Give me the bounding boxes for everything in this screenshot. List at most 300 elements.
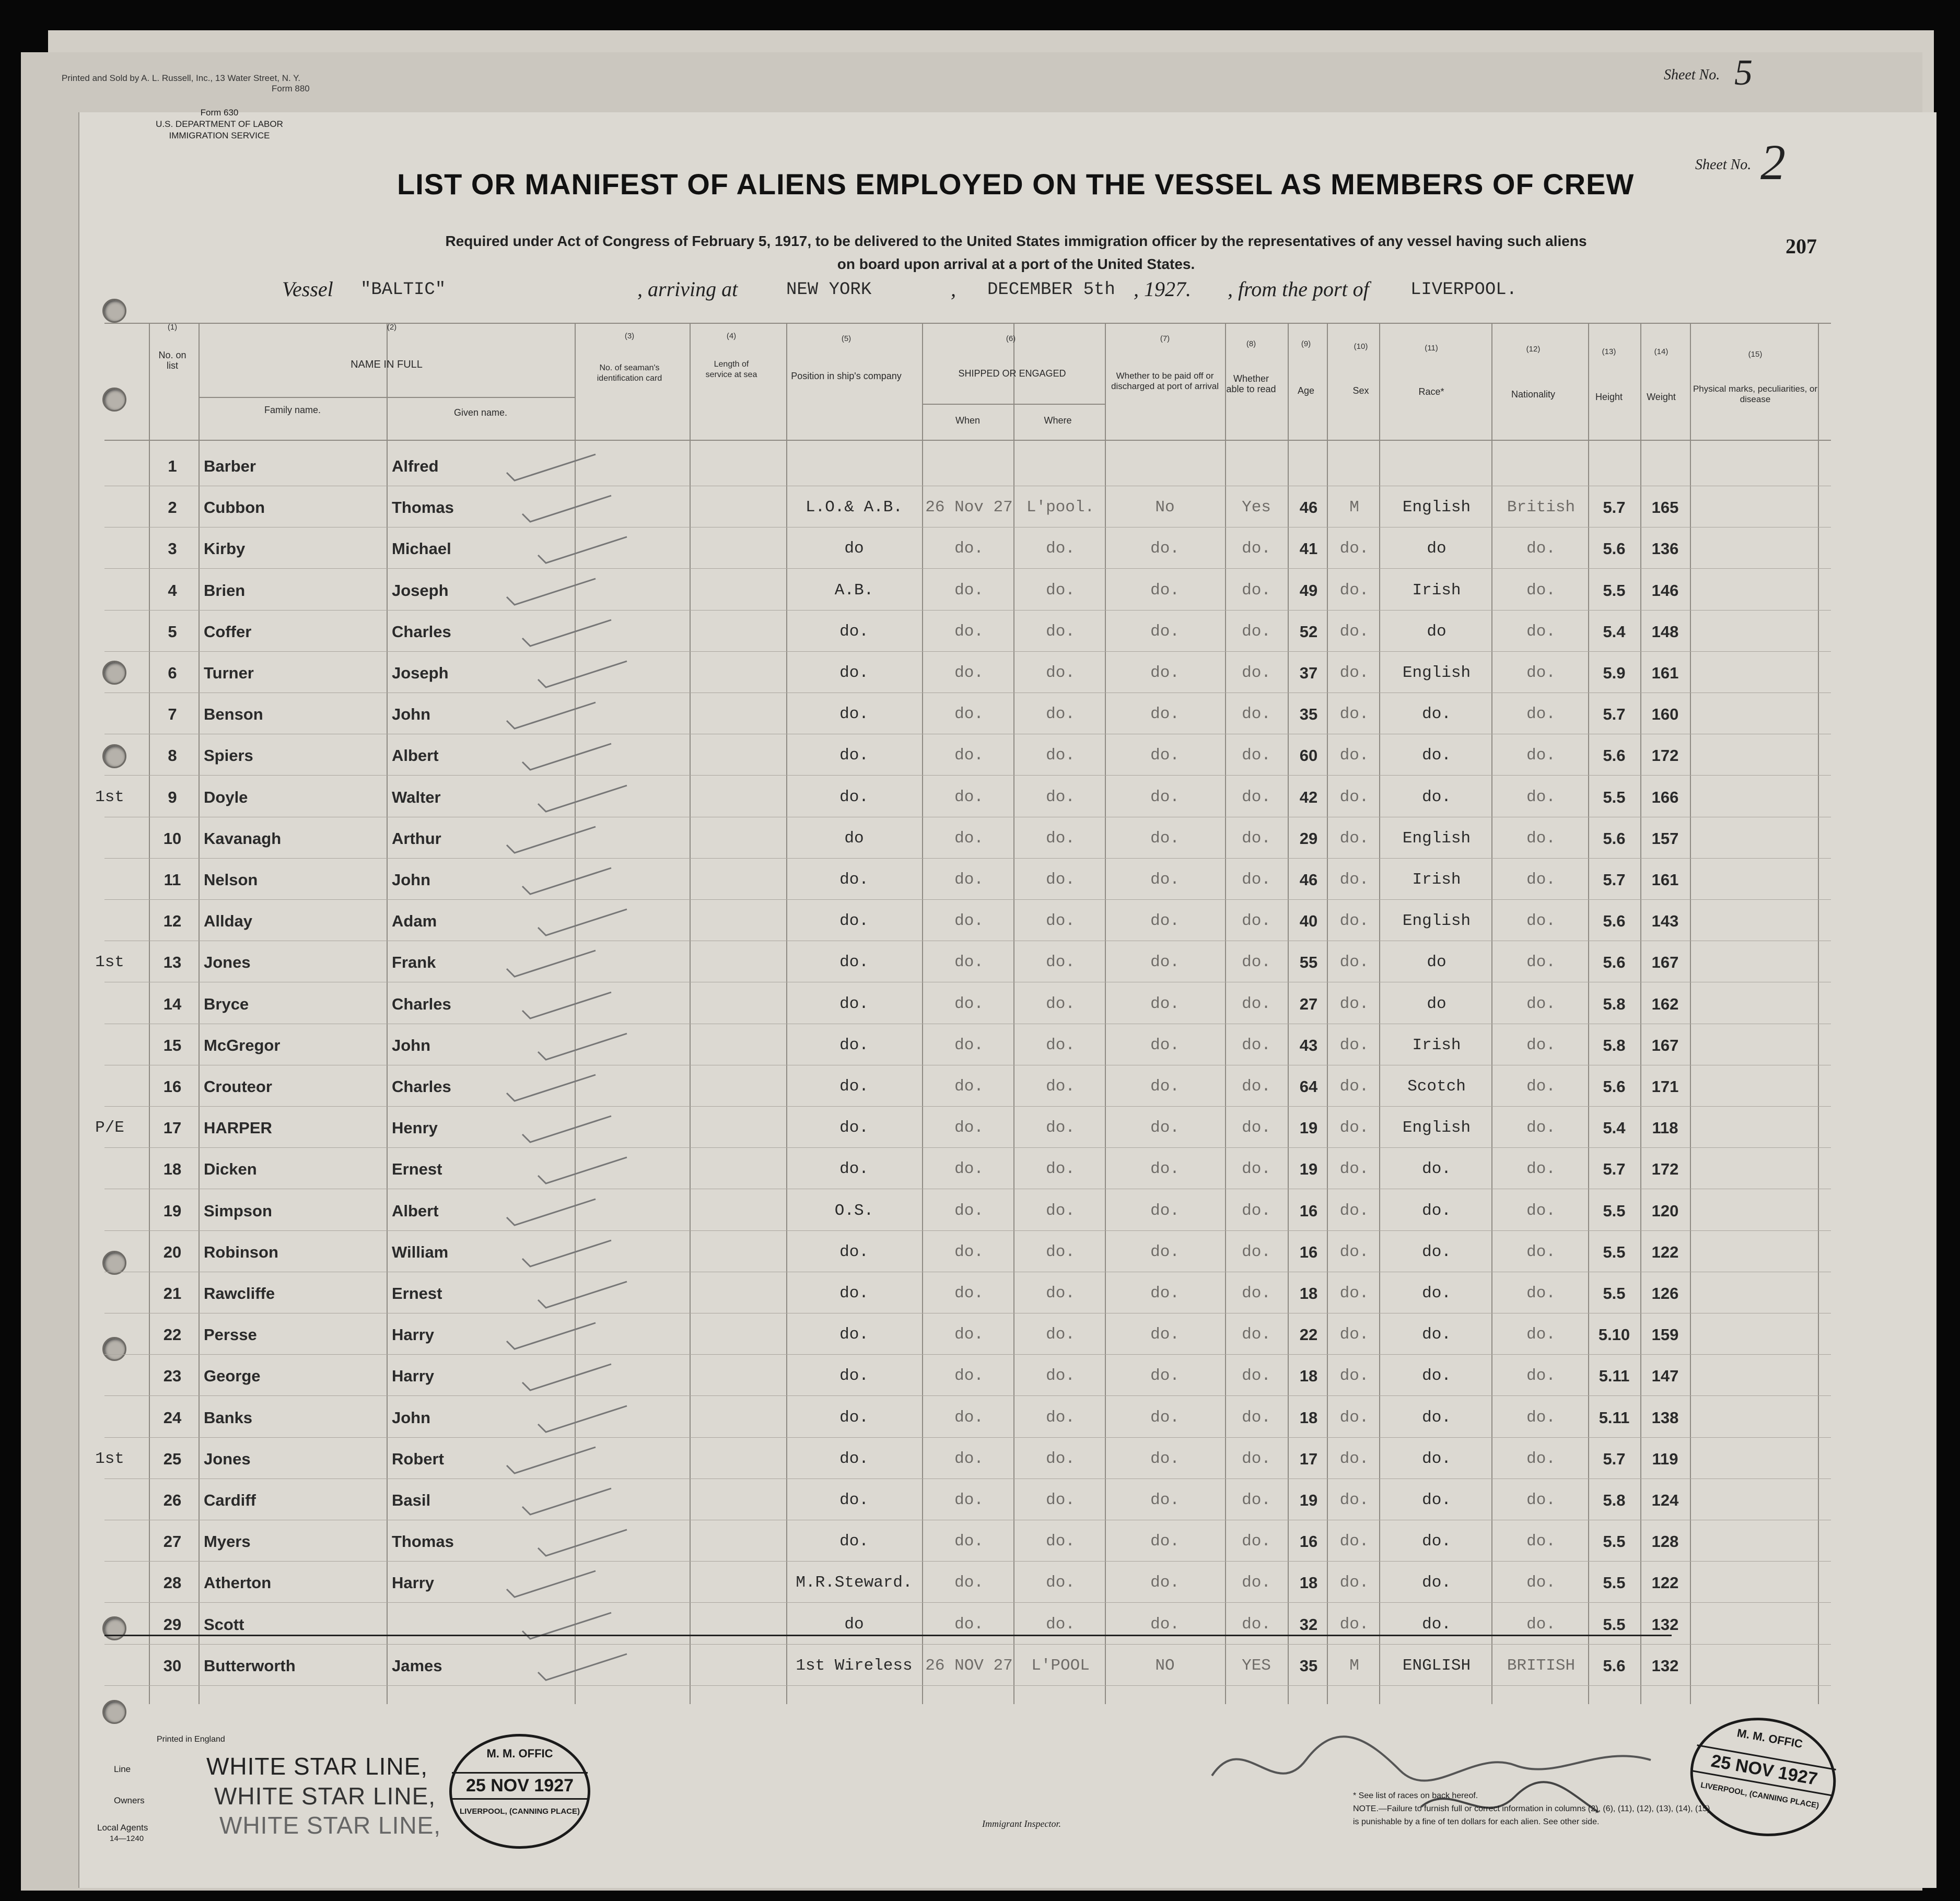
height: 5.4	[1603, 1119, 1626, 1137]
family-name: Butterworth	[204, 1656, 296, 1675]
row-number: 12	[163, 912, 182, 931]
shipped-where: do.	[1046, 1242, 1075, 1261]
weight: 146	[1651, 581, 1679, 600]
col-num: (11)	[1425, 344, 1438, 353]
agents-label: Local Agents	[97, 1823, 148, 1833]
given-name: Charles	[392, 994, 451, 1013]
family-name: Simpson	[204, 1201, 272, 1220]
family-name: McGregor	[204, 1036, 281, 1054]
height: 5.11	[1599, 1367, 1630, 1386]
header-able-to-read: Whether able to read	[1226, 373, 1276, 394]
nationality: do.	[1526, 1574, 1556, 1592]
age: 52	[1299, 622, 1318, 641]
given-name: Arthur	[392, 829, 441, 848]
paid-off: NO	[1155, 1656, 1175, 1675]
header-physical-marks: Physical marks, peculiarities, or disease	[1693, 384, 1818, 404]
given-name: Joseph	[392, 664, 449, 682]
header-shipped: SHIPPED OR ENGAGED	[958, 368, 1066, 379]
form-number: Form 630	[200, 108, 239, 118]
paid-off: do.	[1150, 1284, 1180, 1302]
check-mark-icon	[501, 1072, 616, 1109]
margin-note: 1st	[95, 1449, 124, 1468]
arrival-port: NEW YORK	[786, 280, 872, 300]
row-number: 29	[163, 1615, 182, 1634]
shipped-when: do.	[954, 1367, 984, 1386]
row-rule	[104, 1644, 1831, 1645]
sex: do.	[1339, 622, 1369, 641]
table-column-rule	[1327, 323, 1328, 1704]
stamp-bottom: LIVERPOOL, (CANNING PLACE)	[1700, 1780, 1820, 1811]
shipped-when: do.	[954, 994, 984, 1013]
weight: 132	[1651, 1656, 1679, 1675]
race: do.	[1422, 1574, 1451, 1592]
weight: 118	[1652, 1119, 1678, 1137]
row-rule	[104, 899, 1831, 900]
table-row-rule	[104, 323, 1831, 324]
row-number: 15	[163, 1036, 182, 1054]
height: 5.10	[1598, 1325, 1630, 1344]
paid-off: do.	[1150, 539, 1180, 558]
position: do.	[839, 664, 869, 682]
comma: ,	[951, 277, 956, 301]
able-to-read: do.	[1242, 1242, 1271, 1261]
shipped-where: do.	[1046, 1036, 1075, 1054]
given-name: Harry	[392, 1367, 434, 1386]
race: do.	[1422, 746, 1451, 765]
sex: do.	[1339, 1615, 1369, 1634]
shipped-when: do.	[954, 1036, 984, 1054]
nationality: do.	[1526, 1491, 1556, 1509]
printed-in: Printed in England	[157, 1735, 225, 1744]
shipped-where: do.	[1046, 664, 1075, 682]
weight: 143	[1651, 912, 1679, 931]
paid-off: do.	[1150, 1325, 1180, 1344]
subtitle-line-1: Required under Act of Congress of February 5, 1917, to be delivered to the United States immigration officer by the representatives of any vessel having such aliens	[445, 233, 1587, 249]
nationality: do.	[1526, 1160, 1556, 1179]
shipped-where: do.	[1046, 788, 1075, 806]
paid-off: do.	[1150, 1242, 1180, 1261]
given-name: James	[392, 1656, 442, 1675]
shipped-when: do.	[954, 705, 984, 724]
able-to-read: do.	[1242, 746, 1271, 765]
paid-off: do.	[1150, 912, 1180, 931]
shipped-where: do.	[1046, 1408, 1075, 1427]
vessel-name: "BALTIC"	[360, 280, 446, 300]
position: do.	[839, 1284, 869, 1302]
weight: 172	[1651, 746, 1679, 765]
fine-note: is punishable by a fine of ten dollars for each alien. See other side.	[1353, 1817, 1600, 1826]
header-position: Position in ship's company	[791, 371, 902, 381]
col-num: (13)	[1602, 347, 1616, 356]
height: 5.9	[1603, 664, 1626, 682]
weight: 136	[1651, 539, 1679, 558]
height: 5.8	[1603, 1036, 1626, 1054]
race: do	[1427, 539, 1446, 558]
paid-off: do.	[1150, 1160, 1180, 1179]
age: 40	[1299, 912, 1318, 931]
row-rule	[104, 1602, 1831, 1603]
position: do.	[839, 788, 869, 806]
race: ENGLISH	[1402, 1656, 1471, 1675]
able-to-read: do.	[1242, 1532, 1271, 1551]
weight: 167	[1651, 953, 1679, 972]
weight: 172	[1651, 1160, 1679, 1179]
position: do.	[839, 622, 869, 641]
row-number: 2	[168, 498, 177, 517]
family-name: Doyle	[204, 788, 248, 806]
binder-hole	[102, 1616, 126, 1640]
paid-off: do.	[1150, 994, 1180, 1013]
family-name: Atherton	[204, 1574, 272, 1592]
table-row-rule	[104, 440, 1831, 441]
header-given-name: Given name.	[453, 407, 508, 418]
height: 5.5	[1603, 1615, 1626, 1634]
nationality: do.	[1526, 1242, 1556, 1261]
age: 16	[1299, 1532, 1318, 1551]
row-rule	[104, 1395, 1831, 1396]
family-name: Jones	[204, 1449, 251, 1468]
shipped-when: do.	[954, 1615, 984, 1634]
sex: do.	[1339, 994, 1369, 1013]
able-to-read: do.	[1242, 788, 1271, 806]
able-to-read: do.	[1242, 1408, 1271, 1427]
row-number: 18	[163, 1160, 182, 1179]
position: do.	[839, 871, 869, 889]
position: do.	[839, 705, 869, 724]
nationality: do.	[1526, 953, 1556, 972]
sex: do.	[1339, 664, 1369, 682]
check-mark-icon	[517, 617, 632, 654]
family-name: Benson	[204, 705, 263, 724]
shipped-when: 26 Nov 27	[925, 498, 1013, 517]
shipped-where: do.	[1046, 953, 1075, 972]
shipped-when: do.	[954, 1242, 984, 1261]
sex: M	[1349, 1656, 1359, 1675]
family-name: Cubbon	[204, 498, 265, 517]
given-name: Charles	[392, 1077, 451, 1096]
sex: do.	[1339, 1532, 1369, 1551]
height: 5.4	[1603, 622, 1626, 641]
shipped-when: do.	[954, 953, 984, 972]
position: do	[844, 829, 864, 848]
nationality: do.	[1526, 539, 1556, 558]
nationality: do.	[1526, 1201, 1556, 1220]
given-name: Michael	[392, 539, 451, 558]
row-number: 10	[163, 829, 182, 848]
shipped-when: do.	[954, 829, 984, 848]
paid-off: do.	[1150, 746, 1180, 765]
family-name: Persse	[204, 1325, 257, 1344]
shipped-where: do.	[1046, 1325, 1075, 1344]
check-mark-icon	[533, 1155, 648, 1191]
position: do.	[839, 1449, 869, 1468]
paid-off: do.	[1150, 1119, 1180, 1137]
given-name: John	[392, 871, 431, 889]
able-to-read: do.	[1242, 1367, 1271, 1386]
position: do.	[839, 1119, 869, 1137]
nationality: do.	[1526, 622, 1556, 641]
paid-off: do.	[1150, 1077, 1180, 1096]
check-mark-icon	[517, 741, 632, 778]
row-rule	[104, 858, 1831, 859]
sex: do.	[1339, 1367, 1369, 1386]
sex: do.	[1339, 871, 1369, 889]
given-name: Adam	[392, 912, 437, 931]
nationality: do.	[1526, 705, 1556, 724]
family-name: Turner	[204, 664, 254, 682]
given-name: Harry	[392, 1574, 434, 1592]
position: do.	[839, 1077, 869, 1096]
race: English	[1402, 664, 1471, 682]
given-name: Harry	[392, 1325, 434, 1344]
weight: 167	[1651, 1036, 1679, 1054]
sex: do.	[1339, 1408, 1369, 1427]
shipped-where: do.	[1046, 1201, 1075, 1220]
family-name: HARPER	[204, 1119, 272, 1137]
row-rule	[104, 651, 1831, 652]
shipped-when: do.	[954, 788, 984, 806]
table-column-rule	[1690, 323, 1691, 1704]
given-name: Walter	[392, 788, 441, 806]
given-name: John	[392, 1408, 431, 1427]
row-rule	[104, 1230, 1831, 1231]
race: do	[1427, 622, 1446, 641]
nationality: do.	[1526, 1532, 1556, 1551]
check-mark-icon	[501, 1320, 616, 1357]
race: Scotch	[1407, 1077, 1466, 1096]
header-no-on-list: No. on list	[158, 350, 186, 371]
shipped-where: L'pool.	[1026, 498, 1095, 517]
header-length-service: Length of service at sea	[705, 360, 757, 379]
position: do.	[839, 1491, 869, 1509]
nationality: do.	[1526, 1119, 1556, 1137]
stamp-top: M. M. OFFIC	[1736, 1726, 1804, 1751]
paid-off: do.	[1150, 622, 1180, 641]
shipped-when: do.	[954, 664, 984, 682]
age: 18	[1299, 1574, 1318, 1592]
able-to-read: do.	[1242, 953, 1271, 972]
position: do.	[839, 1367, 869, 1386]
able-to-read: do.	[1242, 994, 1271, 1013]
sheet-no: 2	[1760, 134, 1786, 190]
height: 5.8	[1603, 1491, 1626, 1509]
family-name: Robinson	[204, 1242, 278, 1261]
position: do.	[839, 1408, 869, 1427]
row-rule	[104, 1354, 1831, 1355]
family-name: Allday	[204, 912, 253, 931]
race: do.	[1422, 788, 1451, 806]
shipped-where: do.	[1046, 1077, 1075, 1096]
back-sheet-no-label: Sheet No.	[1664, 67, 1720, 83]
col-num: (15)	[1748, 350, 1763, 359]
shipped-when: do.	[954, 912, 984, 931]
family-name: Crouteor	[204, 1077, 272, 1096]
row-number: 13	[163, 953, 182, 972]
table-column-rule	[387, 323, 388, 1704]
table-column-rule	[1818, 323, 1819, 1704]
owners-label: Owners	[114, 1796, 145, 1805]
height: 5.6	[1603, 746, 1626, 765]
check-mark-icon	[533, 1403, 648, 1440]
position: do.	[839, 994, 869, 1013]
inspector-signature	[1201, 1708, 1672, 1833]
race: English	[1402, 1119, 1471, 1137]
nationality: do.	[1526, 1615, 1556, 1634]
race: English	[1402, 829, 1471, 848]
position: A.B.	[834, 581, 874, 600]
given-name: John	[392, 1036, 431, 1054]
check-mark-icon	[517, 990, 632, 1026]
nationality: do.	[1526, 1284, 1556, 1302]
check-mark-icon	[517, 865, 632, 902]
departure-port: LIVERPOOL.	[1410, 280, 1518, 300]
paid-off: do.	[1150, 705, 1180, 724]
weight: 171	[1651, 1077, 1679, 1096]
paid-off: do.	[1150, 1615, 1180, 1634]
page-title: LIST OR MANIFEST OF ALIENS EMPLOYED ON THE VESSEL AS MEMBERS OF CREW	[397, 168, 1635, 201]
paid-off: do.	[1150, 1367, 1180, 1386]
height: 5.11	[1599, 1408, 1630, 1427]
paid-off: do.	[1150, 1532, 1180, 1551]
paid-off: do.	[1150, 1449, 1180, 1468]
arrival-date: DECEMBER 5th	[987, 280, 1115, 300]
race: do.	[1422, 1408, 1451, 1427]
position: do	[844, 539, 864, 558]
sex: do.	[1339, 1119, 1369, 1137]
race: do.	[1422, 1615, 1451, 1634]
shipped-where: do.	[1046, 1532, 1075, 1551]
paid-off: do.	[1150, 829, 1180, 848]
shipped-when: do.	[954, 1449, 984, 1468]
table-column-rule	[1379, 323, 1380, 1704]
sheet-no-label: Sheet No.	[1695, 157, 1752, 173]
nationality: do.	[1526, 829, 1556, 848]
race: do.	[1422, 1201, 1451, 1220]
height: 5.5	[1603, 1574, 1626, 1592]
service: IMMIGRATION SERVICE	[169, 131, 270, 140]
row-number: 7	[168, 705, 177, 724]
stamp-top: M. M. OFFIC	[486, 1747, 553, 1760]
binder-hole	[102, 1700, 126, 1724]
position: do.	[839, 1325, 869, 1344]
sex: do.	[1339, 1574, 1369, 1592]
row-rule	[104, 610, 1831, 611]
row-number: 11	[164, 871, 181, 889]
shipped-where: do.	[1046, 1367, 1075, 1386]
shipped-when: do.	[954, 1491, 984, 1509]
check-mark-icon	[517, 1362, 632, 1398]
height: 5.5	[1603, 1201, 1626, 1220]
family-name: Barber	[204, 457, 256, 475]
given-name: Albert	[392, 1201, 439, 1220]
race: English	[1402, 498, 1471, 517]
age: 16	[1299, 1242, 1318, 1261]
shipped-when: do.	[954, 539, 984, 558]
voyage-line	[282, 277, 1849, 308]
shipped-when: do.	[954, 1284, 984, 1302]
row-number: 30	[163, 1656, 182, 1675]
paid-off: do.	[1150, 953, 1180, 972]
page-subtitle	[345, 230, 1687, 276]
weight: 162	[1651, 994, 1679, 1013]
binder-hole	[102, 744, 126, 768]
row-rule	[104, 775, 1831, 776]
check-mark-icon	[501, 824, 616, 861]
given-name: Frank	[392, 953, 436, 972]
table-column-rule	[1491, 323, 1492, 1704]
race: do.	[1422, 1242, 1451, 1261]
family-name: Spiers	[204, 746, 253, 765]
row-number: 19	[163, 1201, 182, 1220]
height: 5.5	[1603, 581, 1626, 600]
given-name: John	[392, 705, 431, 724]
col-num: (8)	[1246, 339, 1256, 348]
race: do	[1427, 953, 1446, 972]
sex: do.	[1339, 912, 1369, 931]
check-mark-icon	[517, 1486, 632, 1522]
position: do	[844, 1615, 864, 1634]
row-number: 23	[163, 1367, 182, 1386]
form-info	[151, 107, 287, 142]
given-name: Ernest	[392, 1284, 442, 1302]
table-column-rule	[690, 323, 691, 1704]
age: 19	[1299, 1491, 1318, 1509]
check-mark-icon	[501, 1445, 616, 1481]
table-column-rule	[1225, 323, 1226, 1704]
check-mark-icon	[533, 1279, 648, 1316]
margin-note: 1st	[95, 953, 124, 972]
sex: M	[1349, 498, 1359, 517]
weight: 120	[1651, 1201, 1679, 1220]
age: 43	[1299, 1036, 1318, 1054]
table-column-rule	[786, 323, 787, 1704]
col-num: (4)	[726, 332, 737, 341]
row-rule	[104, 1478, 1831, 1479]
check-mark-icon	[533, 1031, 648, 1067]
given-name: Thomas	[392, 1532, 454, 1551]
age: 46	[1299, 498, 1318, 517]
family-name: George	[204, 1367, 261, 1386]
nationality: do.	[1526, 1077, 1556, 1096]
weight: 128	[1651, 1532, 1679, 1551]
given-name: Henry	[392, 1119, 438, 1137]
weight: 138	[1651, 1408, 1679, 1427]
nationality: do.	[1526, 994, 1556, 1013]
able-to-read: do.	[1242, 1615, 1271, 1634]
able-to-read: do.	[1242, 912, 1271, 931]
nationality: do.	[1526, 1367, 1556, 1386]
weight: 122	[1651, 1574, 1679, 1592]
age: 19	[1299, 1119, 1318, 1137]
row-rule	[104, 1561, 1831, 1562]
paid-off: do.	[1150, 1036, 1180, 1054]
back-sheet-no: 5	[1734, 53, 1753, 93]
strike-through-line	[104, 1635, 1672, 1636]
race: do.	[1422, 1325, 1451, 1344]
col-num: (14)	[1654, 347, 1669, 356]
weight: 166	[1651, 788, 1679, 806]
age: 37	[1299, 664, 1318, 682]
family-name: Jones	[204, 953, 251, 972]
age: 60	[1299, 746, 1318, 765]
check-mark-icon	[517, 1238, 632, 1274]
race: do	[1427, 994, 1446, 1013]
agents-code: 14—1240	[110, 1834, 144, 1843]
check-mark-icon	[533, 907, 648, 943]
row-number: 4	[168, 581, 177, 600]
able-to-read: do.	[1242, 1574, 1271, 1592]
height: 5.7	[1603, 498, 1626, 517]
